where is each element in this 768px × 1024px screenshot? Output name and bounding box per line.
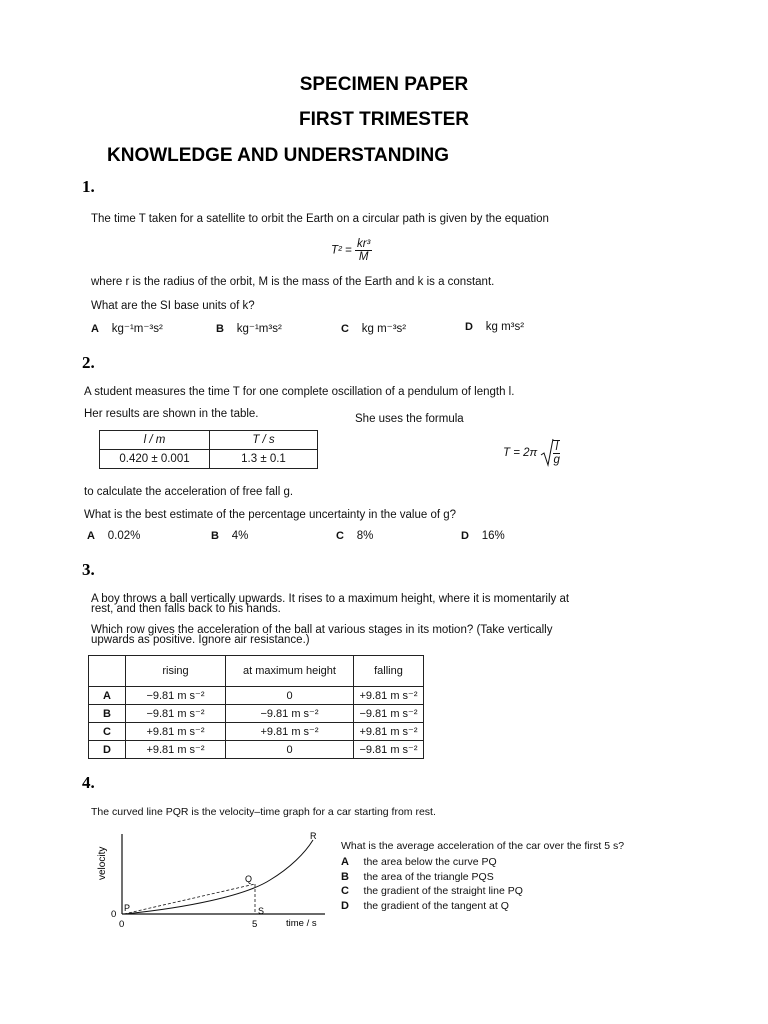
option-text: 16% (481, 530, 505, 542)
q1-question: What are the SI base units of k? (91, 300, 255, 312)
q1-option-c[interactable] (341, 321, 406, 335)
q4-option-b[interactable] (341, 871, 494, 883)
x-axis-label: time / s (286, 918, 317, 929)
table-cell: +9.81 m s⁻² (226, 723, 354, 741)
table-cell: 0.420 ± 0.001 (100, 450, 210, 469)
option-text: the gradient of the straight line PQ (363, 885, 523, 897)
option-text: the area of the triangle PQS (363, 871, 494, 883)
table-cell: +9.81 m s⁻² (354, 723, 424, 741)
q2-formula-intro: She uses the formula (355, 413, 464, 425)
q2-option-d[interactable] (461, 530, 505, 542)
q1-eq-numerator: kr³ (356, 238, 371, 250)
q2-data-table (99, 430, 318, 469)
q4-option-d[interactable] (341, 900, 509, 912)
table-cell: +9.81 m s⁻² (354, 687, 424, 705)
table-row[interactable] (89, 723, 424, 741)
table-cell: +9.81 m s⁻² (126, 741, 226, 759)
origin-label: 0 (119, 919, 125, 930)
q3-answer-table (88, 655, 424, 759)
q1-where: where r is the radius of the orbit, M is the mass of the Earth and k is a constant. (91, 276, 495, 288)
q3-question-line1: Which row gives the acceleration of the ball at various stages in its motion? (Take vertically (91, 624, 553, 636)
table-header-cell: T / s (210, 431, 318, 450)
q2-number: 2. (82, 353, 95, 372)
option-text: the gradient of the tangent at Q (363, 900, 509, 912)
table-row (100, 450, 318, 469)
section-title: KNOWLEDGE AND UNDERSTANDING (107, 145, 449, 166)
point-p-label: P (124, 903, 131, 913)
option-text: kg m⁻³s² (361, 323, 407, 335)
option-letter: C (336, 530, 344, 542)
q1-eq-denominator: M (358, 251, 369, 263)
table-header-cell (89, 656, 126, 687)
table-cell: +9.81 m s⁻² (126, 723, 226, 741)
table-cell: −9.81 m s⁻² (126, 705, 226, 723)
q2-stem: A student measures the time T for one complete oscillation of a pendulum of length l. (84, 386, 515, 398)
table-row[interactable] (89, 687, 424, 705)
table-row[interactable] (89, 741, 424, 759)
option-letter: B (216, 323, 224, 335)
option-text: the area below the curve PQ (363, 856, 497, 868)
paper-subtitle: FIRST TRIMESTER (299, 109, 469, 130)
q3-question-line2: upwards as positive. Ignore air resistance.) (91, 634, 310, 646)
y-origin-label: 0 (111, 909, 117, 920)
curve-pqr (124, 840, 313, 914)
option-text: 0.02% (107, 530, 141, 542)
option-letter: A (87, 530, 95, 542)
q2-option-c[interactable] (336, 530, 373, 542)
table-cell: −9.81 m s⁻² (226, 705, 354, 723)
table-header-cell: falling (354, 656, 424, 687)
q1-option-d[interactable] (465, 321, 524, 333)
option-letter: C (341, 885, 349, 897)
option-letter: D (461, 530, 469, 542)
q2-option-b[interactable] (211, 530, 248, 542)
q3-stem-line2: rest, and then falls back to his hands. (91, 603, 281, 615)
option-letter: D (465, 321, 473, 333)
q1-stem: The time T taken for a satellite to orbit the Earth on a circular path is given by the equation (91, 213, 549, 225)
table-header-cell: l / m (100, 431, 210, 450)
row-letter: D (89, 741, 126, 759)
q2-results: Her results are shown in the table. (84, 408, 259, 420)
option-letter: B (341, 871, 349, 883)
q2-formula-numerator: l (555, 441, 558, 453)
option-letter: A (341, 856, 349, 868)
q3-number: 3. (82, 560, 95, 579)
point-s-label: S (258, 906, 265, 916)
q2-formula-denominator: g (553, 454, 560, 466)
q3-stem-line1: A boy throws a ball vertically upwards. It rises to a maximum height, where it is momentarily at (91, 593, 570, 605)
point-q-label: Q (245, 874, 253, 884)
table-cell: −9.81 m s⁻² (354, 705, 424, 723)
table-row[interactable] (89, 705, 424, 723)
option-text: kg⁻¹m⁻³s² (111, 323, 163, 335)
table-header-cell: at maximum height (226, 656, 354, 687)
option-letter: A (91, 323, 99, 335)
y-axis-label: velocity (97, 846, 108, 880)
sqrt-icon (540, 438, 554, 468)
table-header-row (100, 431, 318, 450)
q4-number: 4. (82, 773, 95, 792)
point-r-label: R (310, 831, 317, 841)
option-letter: C (341, 323, 349, 335)
q2-question: What is the best estimate of the percentage uncertainty in the value of g? (84, 509, 457, 521)
tick-label-5: 5 (252, 919, 258, 930)
q1-option-b[interactable] (216, 321, 282, 335)
option-text: 4% (231, 530, 249, 542)
paper-title: SPECIMEN PAPER (299, 74, 469, 95)
option-text: 8% (356, 530, 374, 542)
option-letter: D (341, 900, 349, 912)
q4-option-c[interactable] (341, 885, 523, 897)
table-cell: 1.3 ± 0.1 (210, 450, 318, 469)
q2-formula-lhs: T = 2π (503, 447, 538, 459)
q1-option-a[interactable] (91, 321, 163, 335)
q1-equation (331, 238, 372, 263)
q4-option-a[interactable] (341, 856, 497, 868)
q1-eq-lhs: T² = (331, 244, 352, 257)
table-cell: 0 (226, 687, 354, 705)
row-letter: A (89, 687, 126, 705)
table-header-cell: rising (126, 656, 226, 687)
table-cell: −9.81 m s⁻² (126, 687, 226, 705)
row-letter: C (89, 723, 126, 741)
table-cell: 0 (226, 741, 354, 759)
row-letter: B (89, 705, 126, 723)
option-letter: B (211, 530, 219, 542)
q2-formula (503, 438, 560, 468)
line-pq (124, 884, 255, 914)
q2-option-a[interactable] (87, 530, 140, 542)
q4-question: What is the average acceleration of the car over the first 5 s? (341, 840, 625, 852)
q1-number: 1. (82, 177, 95, 196)
table-header-row (89, 656, 424, 687)
option-text: kg⁻¹m³s² (236, 323, 282, 335)
q4-stem: The curved line PQR is the velocity–time graph for a car starting from rest. (91, 806, 436, 818)
q2-calc: to calculate the acceleration of free fall g. (84, 486, 294, 498)
velocity-time-graph (95, 828, 335, 932)
option-text: kg m³s² (485, 321, 525, 333)
table-cell: −9.81 m s⁻² (354, 741, 424, 759)
